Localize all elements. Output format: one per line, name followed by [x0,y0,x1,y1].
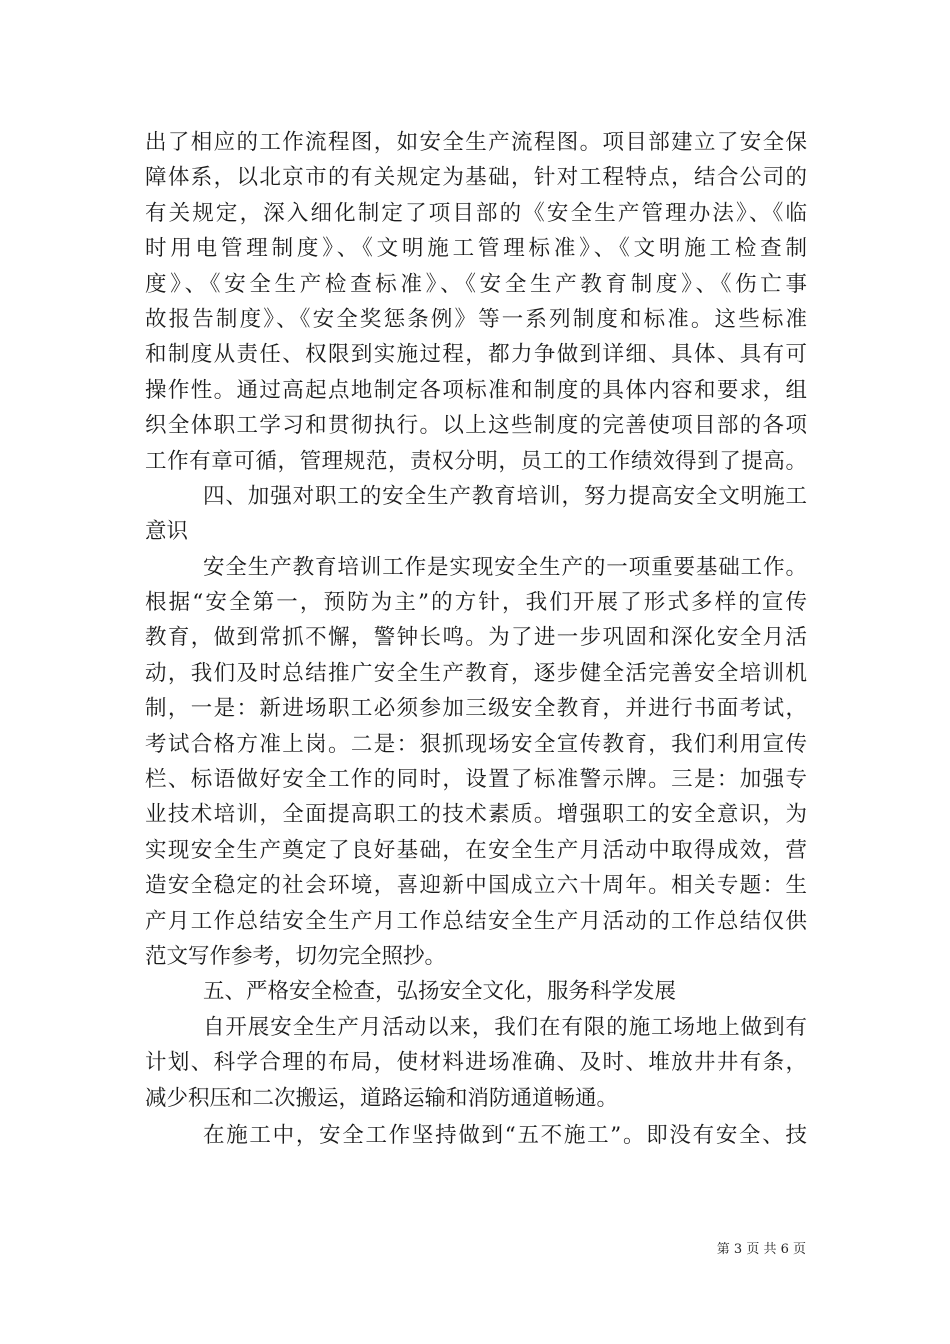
text-line: 操作性。通过高起点地制定各项标准和制度的具体内容和要求，组 [145,377,807,403]
paragraph-site-layout [145,1010,807,1116]
text-line: 安全生产教育培训工作是实现安全生产的一项重要基础工作。 [203,554,807,580]
text-line: 动，我们及时总结推广安全生产教育，逐步健全活完善安全培训机 [145,660,807,686]
document-body [145,125,807,1153]
text-line: 和制度从责任、权限到实施过程，都力争做到详细、具体、具有可 [145,342,807,368]
text-line: 教育，做到常抓不懈，警钟长鸣。为了进一步巩固和深化安全月活 [145,625,807,651]
text-line: 度》、《安全生产检查标准》、《安全生产教育制度》、《伤亡事 [145,271,807,297]
text-line: 在施工中，安全工作坚持做到“五不施工”。即没有安全、技 [203,1122,807,1148]
text-line: 考试合格方准上岗。二是：狠抓现场安全宣传教育，我们利用宣传 [145,731,807,757]
heading-line: 四、加强对职工的安全生产教育培训，努力提高安全文明施工 [203,483,807,509]
text-line: 故报告制度》、《安全奖惩条例》等一系列制度和标准。这些标准 [145,306,807,332]
page-number-footer: 第 3 页 共 6 页 [716,1242,806,1257]
text-line: 计划、科学合理的布局，使材料进场准确、及时、堆放井井有条， [145,1050,807,1076]
text-line: 产月工作总结安全生产月工作总结安全生产月活动的工作总结仅供 [145,908,807,934]
text-line: 根据“安全第一，预防为主”的方针，我们开展了形式多样的宣传 [145,590,807,616]
section-heading-5 [145,974,807,1009]
text-line: 时用电管理制度》、《文明施工管理标准》、《文明施工检查制 [145,236,807,262]
paragraph-safety-training [145,550,807,975]
text-line: 工作有章可循，管理规范，责权分明，员工的工作绩效得到了提高。 [145,448,807,474]
text-line: 障体系，以北京市的有关规定为基础，针对工程特点，结合公司的 [145,165,807,191]
text-line: 范文写作参考，切勿完全照抄。 [145,943,447,969]
paragraph-management-systems [145,125,807,479]
text-line: 造安全稳定的社会环境，喜迎新中国成立六十周年。相关专题：生 [145,873,807,899]
text-line: 减少积压和二次搬运，道路运输和消防通道畅通。 [145,1085,619,1111]
text-line: 织全体职工学习和贯彻执行。以上这些制度的完善使项目部的各项 [145,413,807,439]
text-line: 业技术培训，全面提高职工的技术素质。增强职工的安全意识，为 [145,802,807,828]
paragraph-five-no-construction [145,1118,807,1153]
text-line: 栏、标语做好安全工作的同时，设置了标准警示牌。三是：加强专 [145,767,807,793]
section-heading-4 [145,479,807,550]
text-line: 自开展安全生产月活动以来，我们在有限的施工场地上做到有 [203,1014,807,1040]
text-line: 出了相应的工作流程图，如安全生产流程图。项目部建立了安全保 [145,130,807,155]
text-line: 有关规定，深入细化制定了项目部的《安全生产管理办法》、《临 [145,200,807,226]
text-line: 制，一是：新进场职工必须参加三级安全教育，并进行书面考试， [145,696,807,722]
text-line: 实现安全生产奠定了良好基础，在安全生产月活动中取得成效，营 [145,837,807,863]
heading-line: 五、严格安全检查，弘扬安全文化，服务科学发展 [203,979,677,1005]
heading-line: 意识 [145,519,189,545]
